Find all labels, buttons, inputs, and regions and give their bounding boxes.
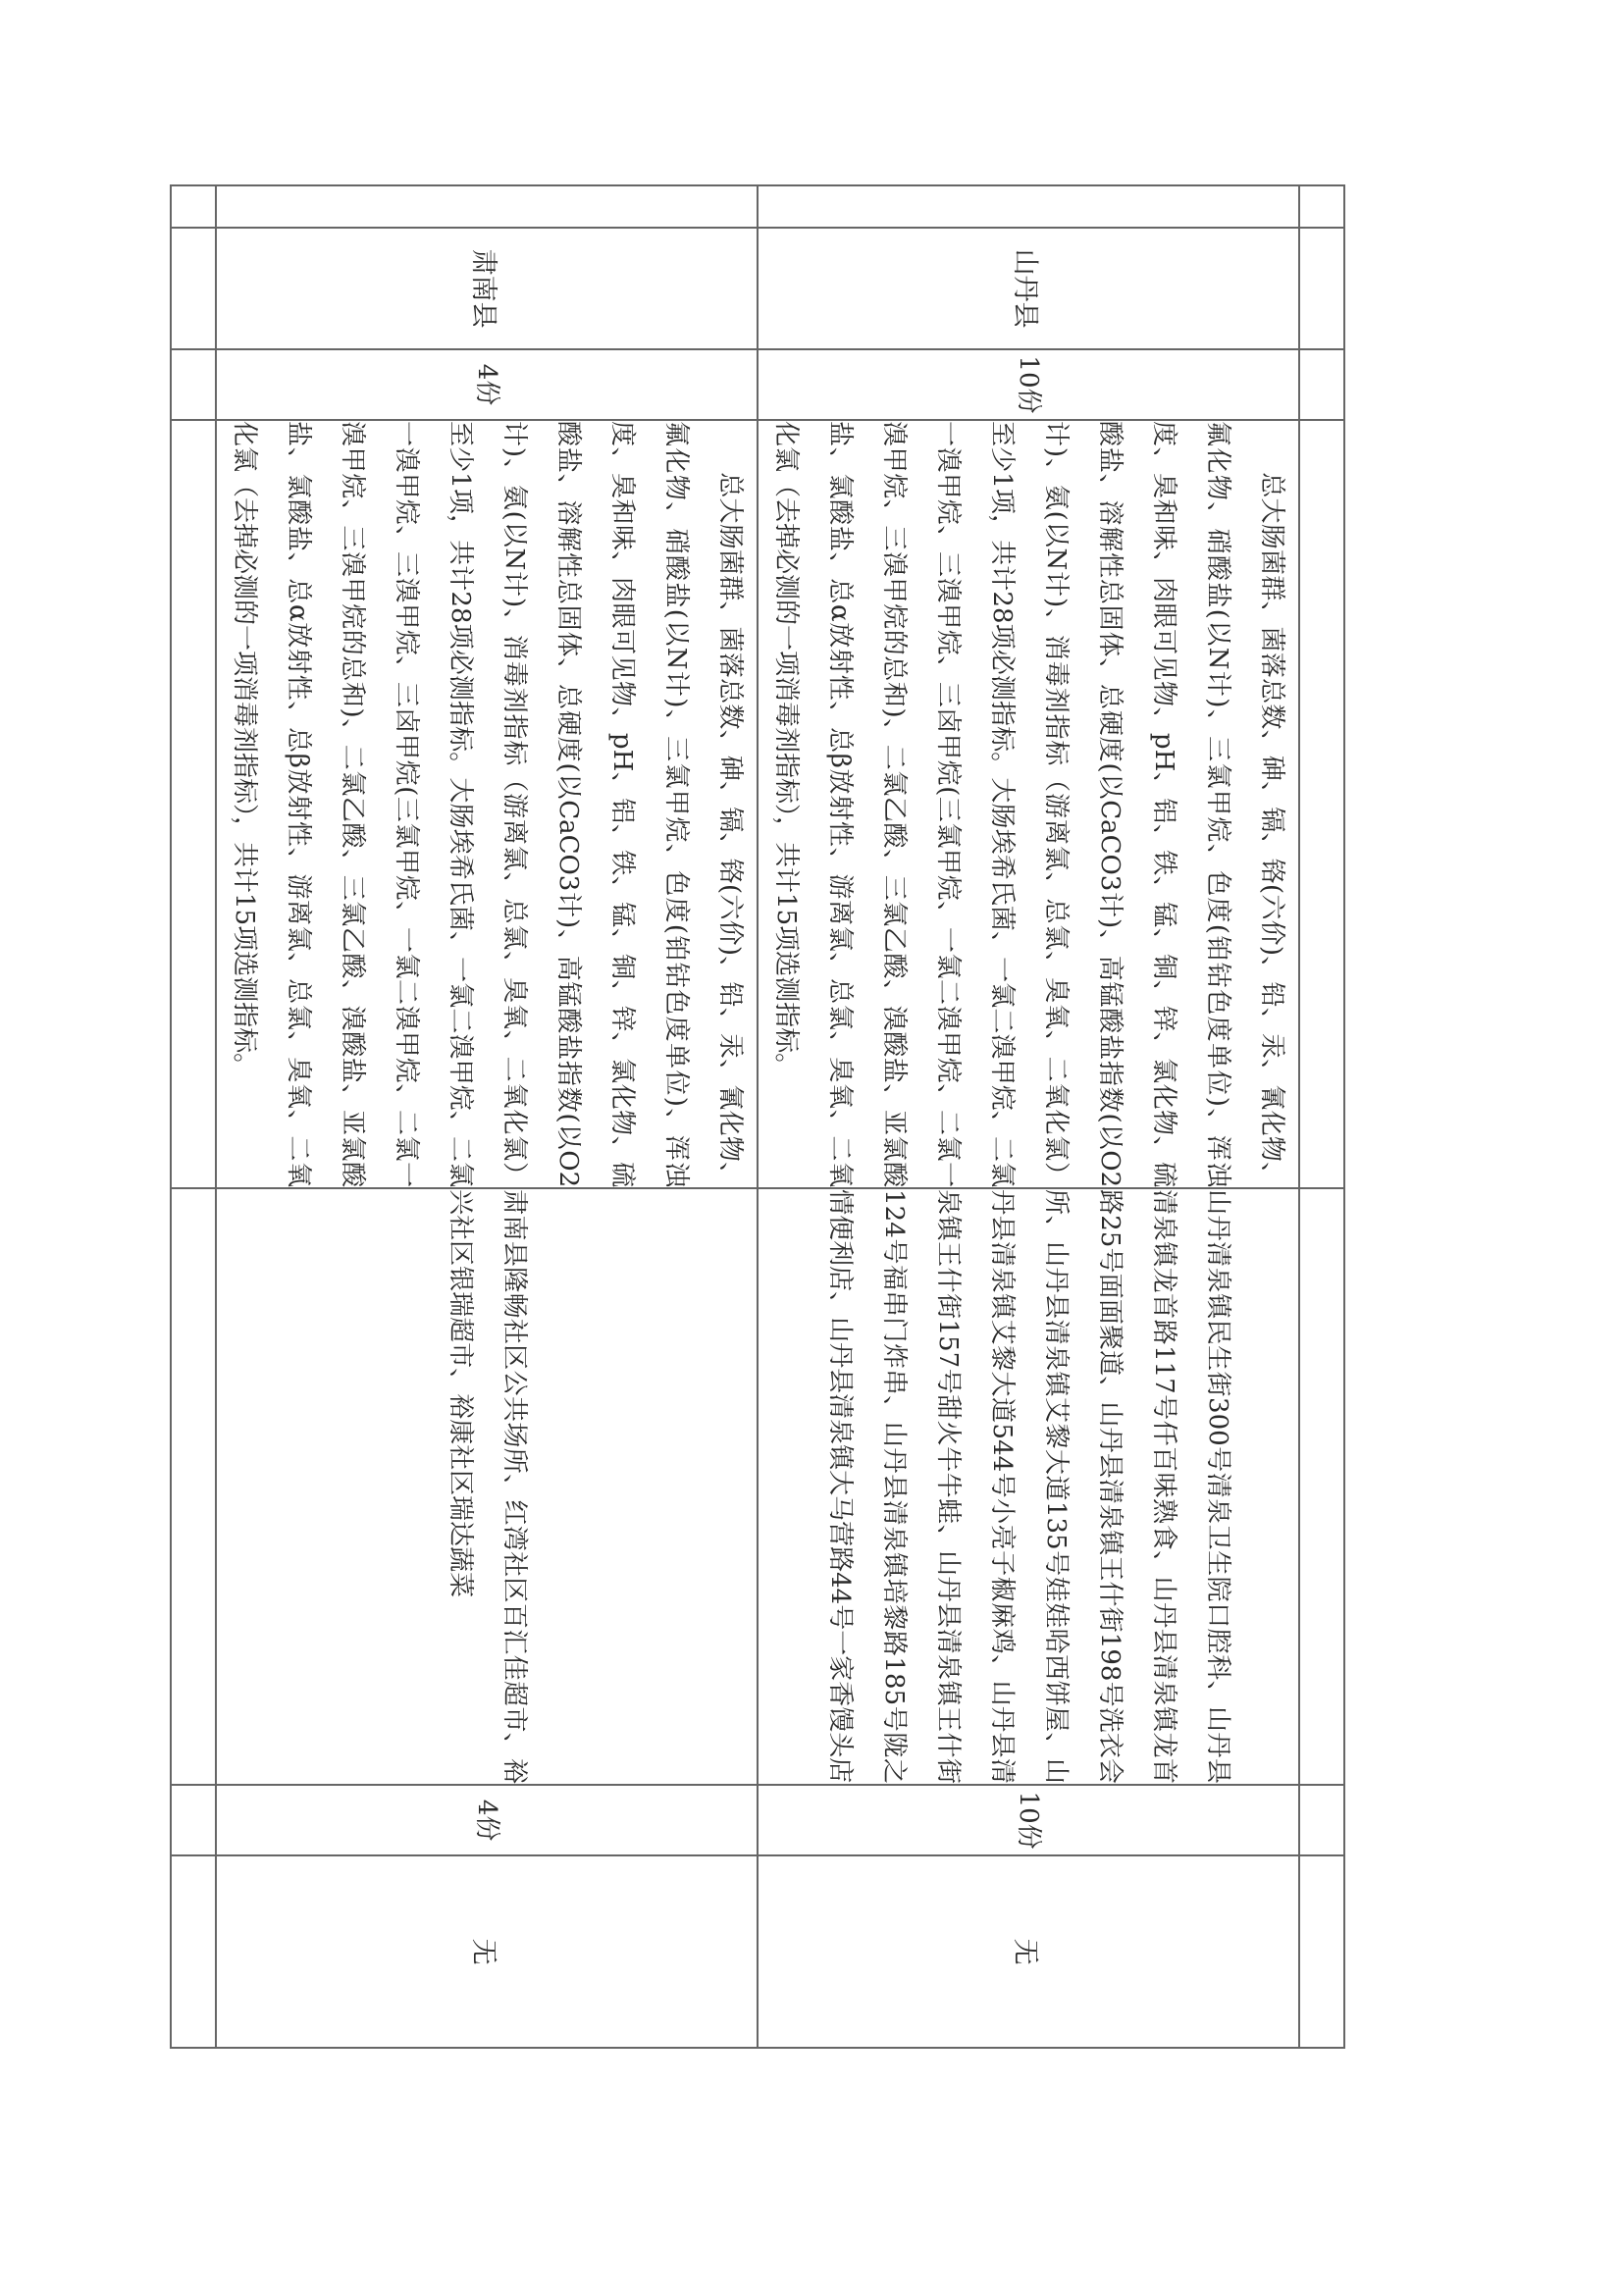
empty-cell bbox=[171, 185, 216, 228]
sample-count-cell-2: 10份 bbox=[758, 1785, 1299, 1855]
empty-cell bbox=[171, 228, 216, 349]
table-row bbox=[758, 185, 1299, 2048]
empty-cell bbox=[171, 349, 216, 420]
empty-cell bbox=[1299, 1855, 1344, 2048]
indicators-cell bbox=[758, 420, 1299, 1188]
row-margin-cell bbox=[216, 185, 758, 228]
county-cell: 山丹县 bbox=[758, 228, 1299, 349]
row-margin-cell bbox=[758, 185, 1299, 228]
indicators-text: 总大肠菌群、菌落总数、砷、镉、铬(六价)、铅、汞、氰化物、氟化物、硝酸盐(以N计)、三氯甲烷、色度(铂钴色度单位)、浑浊度、臭和味、肉眼可见物、pH、铝、铁、锰、铜、锌、氯化物、硫酸盐、溶解性总固体、总硬度(以CaCO3计)、高锰酸盐指数(以O2计)、氨(以N计)、消毒剂指标（游离氯、总氯、臭氧、二氧化氯）至少1项，共计28项必测指标。大肠埃希氏菌、一氯二溴甲烷、二氯一溴甲烷、三溴甲烷、三卤甲烷(三氯甲烷、一氯二溴甲烷、二氯一溴甲烷、三溴甲烷的总和)、二氯乙酸、三氯乙酸、溴酸盐、亚氯酸盐、氯酸盐、总α放射性、总β放射性、游离氯、总氯、臭氧、二氧化氯（去掉必测的一项消毒剂指标），共计15项选测指标。 bbox=[230, 421, 745, 1188]
empty-cell bbox=[1299, 185, 1344, 228]
empty-cell bbox=[1299, 349, 1344, 420]
rotated-table-page bbox=[230, 184, 1345, 2049]
indicators-cell bbox=[216, 420, 758, 1188]
empty-cell bbox=[171, 1188, 216, 1785]
empty-cell bbox=[1299, 1188, 1344, 1785]
table-spacer-row-bottom bbox=[171, 185, 216, 2048]
sample-count-cell: 10份 bbox=[758, 349, 1299, 420]
county-cell: 肃南县 bbox=[216, 228, 758, 349]
empty-cell bbox=[1299, 228, 1344, 349]
indicators-text: 总大肠菌群、菌落总数、砷、镉、铬(六价)、铅、汞、氰化物、氟化物、硝酸盐(以N计)、三氯甲烷、色度(铂钴色度单位)、浑浊度、臭和味、肉眼可见物、pH、铝、铁、锰、铜、锌、氯化物、硫酸盐、溶解性总固体、总硬度(以CaCO3计)、高锰酸盐指数(以O2计)、氨(以N计)、消毒剂指标（游离氯、总氯、臭氧、二氧化氯）至少1项，共计28项必测指标。大肠埃希氏菌、一氯二溴甲烷、二氯一溴甲烷、三溴甲烷、三卤甲烷(三氯甲烷、一氯二溴甲烷、二氯一溴甲烷、三溴甲烷的总和)、二氯乙酸、三氯乙酸、溴酸盐、亚氯酸盐、氯酸盐、总α放射性、总β放射性、游离氯、总氯、臭氧、二氧化氯（去掉必测的一项消毒剂指标），共计15项选测指标。 bbox=[771, 421, 1286, 1188]
table-row bbox=[216, 185, 758, 2048]
empty-cell bbox=[171, 420, 216, 1188]
sample-count-cell-2: 4份 bbox=[216, 1785, 758, 1855]
sites-cell: 肃南县隆畅社区公共场所、红湾社区百汇佳超市、裕兴社区银瑞超市、裕康社区瑞达蔬菜 bbox=[216, 1188, 758, 1785]
sampling-table bbox=[170, 184, 1345, 2049]
note-cell: 无 bbox=[216, 1855, 758, 2048]
sample-count-cell: 4份 bbox=[216, 349, 758, 420]
note-cell: 无 bbox=[758, 1855, 1299, 2048]
table-spacer-row-top bbox=[1299, 185, 1344, 2048]
empty-cell bbox=[171, 1785, 216, 1855]
sites-cell: 山丹清泉镇民生街300号清泉卫生院口腔科、山丹县清泉镇龙首路117号仟百味熟食、山丹县清泉镇龙首路25号面面聚道、山丹县清泉镇王什街198号洗衣会所、山丹县清泉镇艾黎大道135号娃娃哈西饼屋、山丹县清泉镇艾黎大道544号小亮子椒麻鸡、山丹县清泉镇王什街157号甜火牛牛蛙、山丹县清泉镇王什街124号福串门炸串、山丹县清泉镇培黎路185号陇之情便利店、山丹县清泉镇大马营路44号一家香馒头店 bbox=[758, 1188, 1299, 1785]
empty-cell bbox=[1299, 1785, 1344, 1855]
empty-cell bbox=[1299, 420, 1344, 1188]
empty-cell bbox=[171, 1855, 216, 2048]
